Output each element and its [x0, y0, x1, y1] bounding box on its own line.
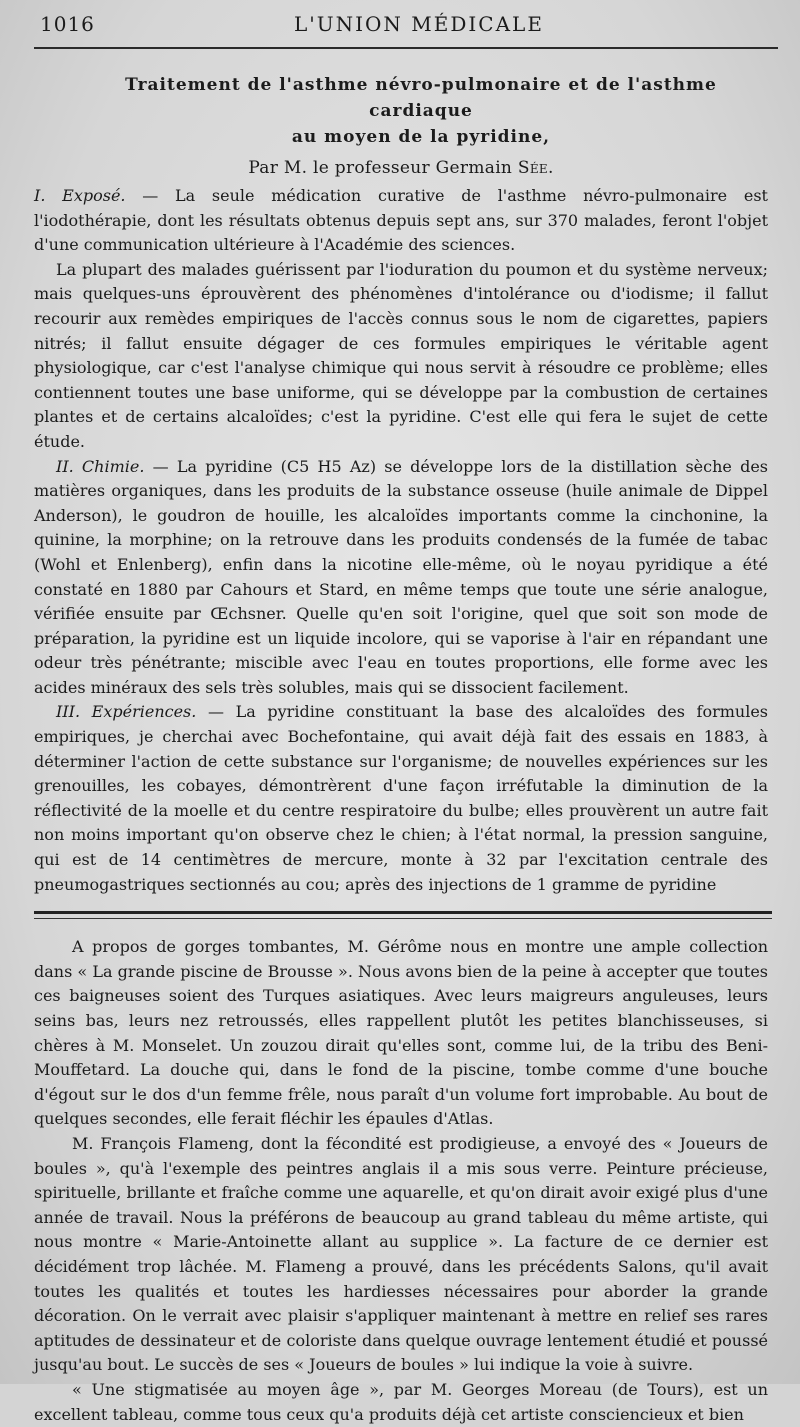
- article-paragraph-ioduration: [34, 258, 768, 455]
- paragraph-text: — La pyridine (C5 H5 Az) se développe lors de la distillation sèche des matières organiques, dans les produits de la substance osseuse (huile animale de Dippel Anderson), le goudron de houille, les alcaloïdes importants comme la cinchonine, la quinine, la morphine; on la retrouve dans les produits condensés de la fumée de tabac (Wohl et Enlenberg), enfin dans la nicotine elle-même, où le noyau pyridique a été constaté en 1880 par Cahours et Stard, en même temps que toute une série analogue, vérifiée ensuite par Œchsner. Quelle qu'en soit l'origine, quel que soit son mode de préparation, la pyridine est un liquide incolore, qui se vaporise à l'air en répandant une odeur très pénétrante; miscible avec l'eau en toutes proportions, elle forme avec les acides minéraux des sels très solubles, mais qui se dissocient facilement.: [34, 456, 769, 697]
- header-rule: [34, 47, 778, 49]
- paragraph-text: La plupart des malades guérissent par l'ioduration du poumon et du système nerveux; mais quelques-uns éprouvèrent des phénomènes d'intolérance ou d'iodisme; il fallut recourir aux remèdes empiriques de l'accès connus sous le nom de cigarettes, papiers nitrés; il fallut ensuite dégager de ces formules empiriques le véritable agent physiologique, car c'est l'analyse chimique qui nous servit à résoudre ce problème; elles contiennent toutes une base uniforme, qui se développe par la combustion de certaines plantes et de certains alcaloïdes; c'est la pyridine. C'est elle qui fera le sujet de cette étude.: [34, 259, 768, 451]
- feuilleton-paragraph: A propos de gorges tombantes, M. Gérôme nous en montre une ample collection dans « La grande piscine de Brousse ». Nous avons bien de la peine à accepter que toutes ces baigneuses soient des Turques asiatiques. Avec leurs maigreurs anguleuses, leurs seins bas, leurs nez retroussés, elles rappellent plutôt les petites blanchisseuses, si chères à M. Monselet. Un zouzou dirait qu'elles sont, comme lui, de la tribu des Beni-Mouffetard. La douche qui, dans le fond de la piscine, tombe comme d'une bouche d'égout sur le dos d'un femme frêle, nous paraît d'un volume fort improbable. Au bout de quelques secondes, elle ferait fléchir les épaules d'Atlas.: [34, 937, 768, 1129]
- feuilleton-paragraph: « Une stigmatisée au moyen âge », par M. Georges Moreau (de Tours), est un excellent tableau, comme tous ceux qu'a produits déjà cet artiste consciencieux et bien: [34, 1379, 768, 1424]
- article-title: [74, 72, 768, 150]
- paragraph-text: — La pyridine constituant la base des alcaloïdes des formules empiriques, je cherchai avec Bochefontaine, qui avait déjà fait des essais en 1883, à déterminer l'action de cette substance sur l'organisme; de nouvelles expériences sur les grenouilles, les cobayes, démontrèrent d'une façon irréfutable la diminution de la réflectivité de la moelle et du centre respiratoire du bulbe; elles prouvèrent un autre fait non moins important qu'on observe chez le chien; à l'état normal, la pression sanguine, qui est de 14 centimètres de mercure, monte à 32 par l'excitation centrale des pneumogastriques sectionnés au cou; après des injections de 1 gramme de pyridine: [34, 702, 769, 894]
- running-header: [34, 0, 768, 48]
- byline: [34, 158, 768, 178]
- section-heading-chimie: II. Chimie.: [56, 456, 145, 476]
- article-title-line-1: Traitement de l'asthme névro-pulmonaire et de l'asthme cardiaque: [125, 75, 717, 121]
- paragraph-text: — La seule médication curative de l'asthme névro-pulmonaire est l'iodothérapie, dont les résultats obtenus depuis sept ans, sur 370 malades, feront l'objet d'une communication ultérieure à l'Académie des sciences.: [34, 186, 768, 255]
- journal-title: L'UNION MÉDICALE: [294, 12, 544, 36]
- byline-author-name: Sée.: [517, 158, 554, 178]
- article-paragraph-expose: [34, 184, 768, 258]
- feuilleton-paragraph: M. François Flameng, dont la fécondité est prodigieuse, a envoyé des « Joueurs de boules », qu'à l'exemple des peintres anglais il a mis sous verre. Peinture précieuse, spirituelle, brillante et fraîche comme une aquarelle, et qu'on dirait avoir exigé plus d'une année de travail. Nous la préférons de beaucoup au grand tableau du même artiste, qui nous montre « Marie-Antoinette allant au supplice ». La facture de ce dernier est décidément trop lâchée. M. Flameng a prouvé, dans les précédents Salons, qu'il avait toutes les qualités et toutes les hardiesses nécessaires pour aborder la grande décoration. On le verrait avec plaisir s'appliquer maintenant à mettre en relief ses rares aptitudes de dessinateur et de coloriste dans quelque ouvrage lentement étudié et poussé jusqu'au bout. Le succès de ses « Joueurs de boules » lui indique la voie à suivre.: [34, 1133, 768, 1375]
- article-title-line-2: au moyen de la pyridine,: [291, 127, 551, 147]
- section-heading-experiences: III. Expériences.: [56, 702, 197, 722]
- byline-prefix: Par M. le professeur Germain: [248, 158, 518, 178]
- section-heading-expose: I. Exposé.: [34, 186, 126, 205]
- article-body: [34, 184, 768, 897]
- page-number: 1016: [40, 12, 95, 36]
- feuilleton-separator-rule: [34, 911, 772, 919]
- article-paragraph-experiences: [34, 700, 768, 897]
- feuilleton-section: [34, 935, 768, 1427]
- article-paragraph-chimie: [34, 455, 768, 701]
